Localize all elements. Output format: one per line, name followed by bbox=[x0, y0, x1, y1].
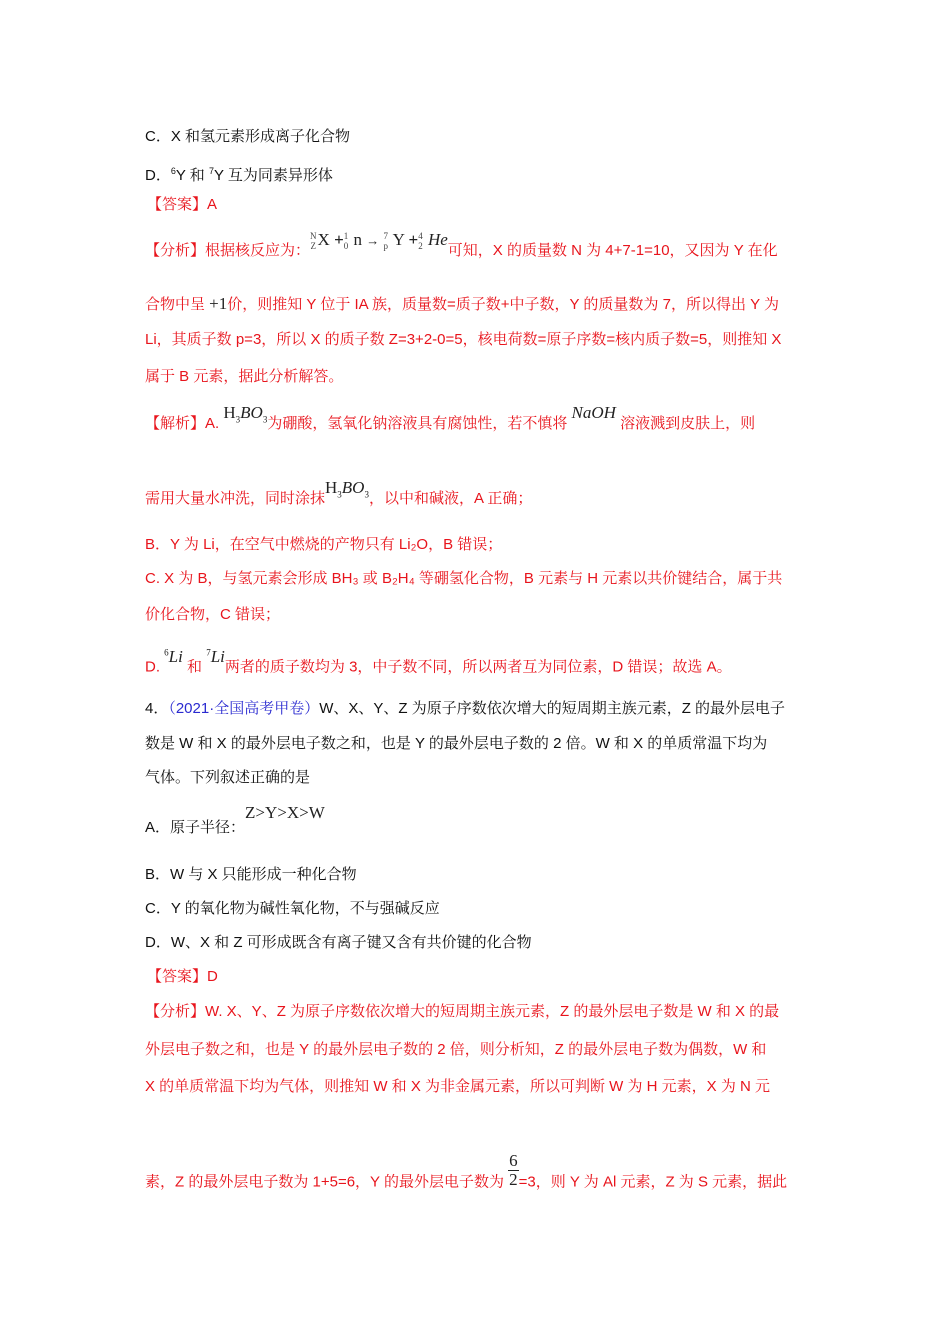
mass-number: 6 bbox=[170, 166, 176, 176]
analysis-text: W. X、Y、Z 为原子序数依次增大的短周期主族元素，Z 的最外层电子数是 W 和 X 的最 bbox=[205, 1003, 780, 1020]
q4-analysis-line4 bbox=[145, 1151, 788, 1201]
q3-explain-c-line2 bbox=[145, 605, 280, 625]
analysis-text: 合物中呈 bbox=[145, 296, 210, 313]
explain-text: ，以中和碱液，A 正确； bbox=[368, 490, 533, 507]
symbol: Y bbox=[392, 230, 405, 249]
atomic: Z bbox=[310, 241, 317, 252]
symbol: X bbox=[317, 230, 330, 249]
subscript: 3 bbox=[262, 414, 268, 425]
stem-text: 气体。下列叙述正确的是 bbox=[145, 769, 311, 786]
q3-explain-a-line2 bbox=[145, 478, 533, 514]
analysis-text: Li，其质子数 p=3，所以 X 的质子数 Z=3+2-0=5，核电荷数=原子序数=核内质子数=5，则推知 X bbox=[145, 331, 782, 348]
answer-label: 【答案】 bbox=[147, 968, 208, 985]
explain-text: C. X 为 B，与氢元素会形成 BH₃ 或 B₂H₄ 等硼氢化合物，B 元素与 H 元素以共价键结合，属于共 bbox=[145, 570, 783, 587]
nuclear-reaction-equation bbox=[310, 230, 448, 252]
q3-analysis-line1 bbox=[145, 230, 778, 261]
stem-text: W、X、Y、Z 为原子序数依次增大的短周期主族元素，Z 的最外层电子 bbox=[319, 700, 786, 717]
q4-option-a bbox=[145, 803, 325, 838]
analysis-text: X 的单质常温下均为气体，则推知 W 和 X 为非金属元素，所以可判断 W 为 H 元素，X 为 N 元 bbox=[145, 1078, 771, 1095]
atomic: 0 bbox=[343, 241, 349, 252]
q3-explain-a-line1 bbox=[145, 403, 756, 439]
arrow-icon: → bbox=[366, 233, 380, 248]
explain-text: 需用大量水冲洗，同时涂抹 bbox=[145, 490, 326, 507]
analysis-label: 【分析】 bbox=[145, 1003, 206, 1020]
mass-number: 7 bbox=[206, 647, 211, 657]
answer-label: 【答案】 bbox=[147, 196, 208, 213]
symbol: Li bbox=[210, 646, 225, 666]
stem-text: 数是 W 和 X 的最外层电子数之和，也是 Y 的最外层电子数的 2 倍。W 和 X 的单质常温下均为 bbox=[145, 735, 768, 752]
atomic: 2 bbox=[418, 241, 423, 252]
he-numbers bbox=[418, 231, 423, 251]
plus: + bbox=[408, 230, 419, 249]
option-text: C．Y 的氧化物为碱性氧化物，不与强碱反应 bbox=[145, 900, 440, 917]
q3-option-c bbox=[145, 127, 350, 147]
answer-value: D bbox=[207, 968, 218, 985]
symbol: Li bbox=[168, 646, 183, 666]
formula-h3bo3 bbox=[223, 403, 268, 425]
q4-option-d bbox=[145, 933, 532, 953]
explain-text: 为硼酸，氢氧化钠溶液具有腐蚀性，若不慎将 bbox=[267, 415, 568, 432]
q4-stem-line3 bbox=[145, 768, 310, 788]
subscript: 3 bbox=[235, 414, 241, 425]
q3-analysis-line4 bbox=[145, 367, 343, 387]
isotope-li6 bbox=[164, 647, 183, 666]
option-text: A．原子半径： bbox=[145, 819, 246, 836]
q4-stem-line1 bbox=[145, 699, 785, 719]
plus: + bbox=[334, 230, 344, 249]
q3-explain-d bbox=[145, 646, 732, 678]
explain-text: B．Y 为 Li，在空气中燃烧的产物只有 Li₂O，B 错误； bbox=[145, 536, 503, 553]
mass: 1 bbox=[343, 231, 349, 242]
analysis-text: 可知，X 的质量数 N 为 4+7-1=10，又因为 Y 在化 bbox=[447, 242, 778, 259]
x-numbers bbox=[310, 231, 317, 251]
explain-text: 两者的质子数均为 3，中子数不同，所以两者互为同位素，D 错误；故选 A。 bbox=[224, 658, 732, 676]
q3-answer bbox=[147, 195, 217, 215]
q4-analysis-line2 bbox=[145, 1040, 766, 1060]
option-label: A. bbox=[205, 415, 220, 432]
atomic: p bbox=[383, 241, 388, 252]
y-numbers bbox=[384, 231, 389, 251]
option-text: Y 和 bbox=[175, 167, 209, 184]
q3-explain-b bbox=[145, 535, 502, 555]
option-label: D． bbox=[145, 167, 171, 184]
subscript: 3 bbox=[337, 489, 342, 500]
isotope-li7 bbox=[206, 647, 225, 666]
q4-option-c bbox=[145, 899, 440, 919]
analysis-text: =3，则 Y 为 Al 元素，Z 为 S 元素，据此 bbox=[518, 1173, 788, 1191]
symbol: He bbox=[427, 230, 448, 249]
analysis-text: 属于 B 元素，据此分析解答。 bbox=[145, 368, 344, 385]
subscript: 3 bbox=[364, 489, 369, 500]
q4-analysis-line1 bbox=[145, 1002, 779, 1022]
analysis-text: 外层电子数之和，也是 Y 的最外层电子数的 2 倍，则分析知，Z 的最外层电子数为偶数，W 和 bbox=[145, 1041, 767, 1058]
fraction-six-over-two bbox=[508, 1152, 519, 1189]
option-text: Y 互为同素异形体 bbox=[213, 167, 333, 184]
explain-label: 【解析】 bbox=[145, 415, 206, 432]
analysis-text: 素，Z 的最外层电子数为 1+5=6，Y 的最外层电子数为 bbox=[145, 1173, 504, 1191]
analysis-text: 价，则推知 Y 位于 IA 族，质量数=质子数+中子数，Y 的质量数为 7，所以得出 Y 为 bbox=[227, 296, 780, 313]
formula-part: BO bbox=[341, 478, 365, 497]
option-label: D. bbox=[145, 658, 160, 676]
option-text: D．W、X 和 Z 可形成既含有离子键又含有共价键的化合物 bbox=[145, 934, 532, 951]
formula-h3bo3 bbox=[325, 478, 369, 500]
charge: +1 bbox=[209, 294, 228, 313]
numerator: 6 bbox=[509, 1151, 518, 1170]
formula-part: BO bbox=[240, 403, 263, 422]
mass: N bbox=[310, 231, 317, 242]
formula-part: H bbox=[223, 403, 236, 422]
option-text: C．X 和氢元素形成离子化合物 bbox=[145, 128, 351, 145]
q3-option-d bbox=[145, 161, 333, 186]
q3-analysis-line2 bbox=[145, 294, 779, 315]
mass-number: 7 bbox=[208, 166, 214, 176]
mass-number: 6 bbox=[164, 647, 169, 657]
q4-stem-line2 bbox=[145, 734, 767, 754]
answer-value: A bbox=[207, 196, 218, 213]
denominator: 2 bbox=[509, 1170, 518, 1189]
explain-text: 价化合物，C 错误； bbox=[145, 606, 281, 623]
q3-analysis-line3 bbox=[145, 330, 781, 350]
option-text: B．W 与 X 只能形成一种化合物 bbox=[145, 866, 357, 883]
q4-analysis-line3 bbox=[145, 1077, 770, 1097]
radius-order-formula: Z>Y>X>W bbox=[245, 803, 325, 822]
mass: 7 bbox=[383, 231, 388, 242]
q4-option-b bbox=[145, 865, 357, 885]
question-source: （2021·全国高考甲卷） bbox=[168, 700, 320, 717]
question-number: 4． bbox=[145, 700, 169, 717]
mass: 4 bbox=[418, 231, 423, 242]
q3-explain-c-line1 bbox=[145, 569, 782, 589]
explain-text: 溶液溅到皮肤上，则 bbox=[620, 415, 756, 432]
symbol: n bbox=[353, 230, 362, 249]
q4-answer bbox=[147, 967, 218, 987]
analysis-label: 【分析】 bbox=[145, 242, 206, 259]
analysis-text: 根据核反应为： bbox=[205, 242, 311, 259]
formula-naoh: NaOH bbox=[571, 403, 616, 422]
formula-part: H bbox=[325, 478, 338, 497]
explain-text: 和 bbox=[187, 658, 203, 676]
n-numbers bbox=[344, 231, 349, 251]
